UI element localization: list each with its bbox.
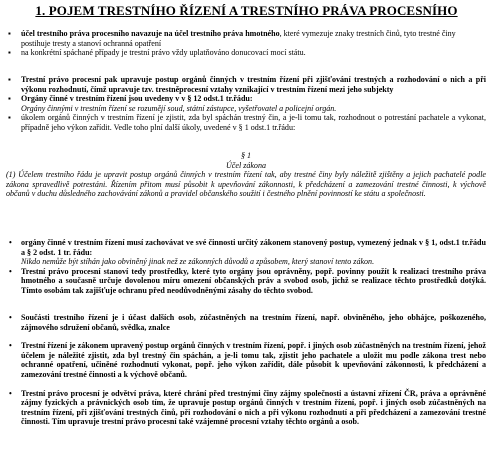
list-item <box>6 238 486 257</box>
bullet-text: , které vymezuje znaky trestních činů, tyto trestné činy postihuje tresty a stanoví ochranná opatření <box>21 29 456 48</box>
bullets-low <box>6 238 486 296</box>
list-item <box>6 313 486 332</box>
list-item <box>6 94 486 104</box>
list-item <box>6 75 486 94</box>
bullets-bottom <box>6 313 486 427</box>
bullet-text: úkolem orgánů činných v trestním řízení je zjistit, zda byl spáchán trestný čin, a je-li tomu tak, rozhodnout o potrestání pachatele a vykonat, případně jeho výkon zařídit. Vedle toho plní další úkoly, uvedené v § 1 odst.1 tr.řádu: <box>21 113 486 132</box>
bullet-text: na konkrétní spáchané případy je trestní právo vždy uplatňováno donucovací mocí státu. <box>21 48 306 58</box>
quote-text: Orgány činnými v trestním řízení se rozumějí soud, státní zástupce, vyšetřovatel a policejní orgán. <box>21 103 337 113</box>
bullets-mid <box>6 75 486 133</box>
bullet-text: Součásti trestního řízení je i účast dalších osob, zúčastněných na trestním řízení, např. obviněného, jeho obhájce, poškozeného, zájmového sdružení občanů, svědka, znalce <box>21 313 486 332</box>
list-item <box>6 341 486 379</box>
list-item <box>6 48 486 58</box>
bullet-text: Orgány činné v trestním řízení jsou uvedeny v v § 12 odst.1 tr.řádu: <box>21 94 253 104</box>
quote-text: Nikdo nemůže být stíhán jako obviněný jinak než ze zákonných důvodů a způsobem, který stanoví tento zákon. <box>21 257 375 267</box>
section-text: (1) Účelem trestního řádu je upravit postup orgánů činných v trestním řízení tak, aby trestné činy byly náležitě zjištěny a jejich pachatelé podle zákona spravedlivě potrestáni. Řízením přitom musí působit k upevňování zákonnosti, k předcházení a zamezování trestné činnosti, k výchově občanů v duchu důsledného zachovávání zákonů a pravidel občanského soužití i čestného plnění povinností ke státu a společnosti. <box>6 170 486 199</box>
list-item <box>6 389 486 427</box>
bullet-text: orgány činné v trestním řízení musí zachovávat ve své činnosti určitý zákonem stanovený postup, vymezený jednak v § 1, odst.1 tr.řádu a § 2 odst. 1 tr. řádu: <box>21 238 486 257</box>
bullet-text: Trestní právo procesní stanoví tedy prostředky, které tyto orgány jsou oprávněny, popř. povinny použít k realizaci trestního práva hmotného a současně určuje dovolenou míru omezení občanských práv a svobod osob, jichž se realizace těchto prostředků dotýká. Tímto osobám tak zajišťuje ochranu před neodůvodněnými zásahy do těchto svobod. <box>21 266 486 295</box>
law-section <box>6 151 486 199</box>
list-item <box>6 29 486 48</box>
bullet-text: Trestní právo procesní pak upravuje postup orgánů činných v trestním řízení při zjišťování trestných a rozhodování o nich a při výkonu rozhodnutí, čímž upravuje tzv. trestněprocesní vztahy vznikající v trestním řízení mezi jeho subjekty <box>21 75 486 94</box>
list-item <box>6 113 486 132</box>
bullet-text: Trestní právo procesní je odvětví práva, které chrání před trestnými činy zájmy společnosti a ústavní zřízení ČR, práva a oprávněné zájmy fyzických a právnických osob tím, že upravuje postup orgánů činných v trestním řízení, popř. i jiných osob zúčastněných na trestním řízení, při zjišťování trestných činů, při rozhodování o nich a při výkonu rozhodnutí a při předcházení a zamezování trestné činnosti. Tím upravuje trestní právo procesní také vzájemné procesní vztahy těchto orgánů a osob. <box>21 388 486 427</box>
bullets-top <box>6 29 486 58</box>
section-number: § 1 <box>240 151 252 160</box>
bullet-text: Trestní řízení je zákonem upravený postup orgánů činných v trestním řízení, popř. i jiných osob zúčastněných na trestním řízení, jehož účelem je náležité zjistit, zda byl trestný čin spáchán, a je-li tomu tak, zjistit jeho pachatele a uložit mu podle zákona trest nebo ochranné opatření, učiněné rozhodnutí vykonat, popř. jeho výkon zařídit, dále působit k upevňování zákonnosti, k předcházení a zamezování trestné činnosti a k výchově občanů. <box>21 341 486 379</box>
page-title: 1. POJEM TRESTNÍHO ŘÍZENÍ A TRESTNÍHO PRÁVA PROCESNÍHO <box>35 3 458 18</box>
section-name: Účel zákona <box>226 160 266 170</box>
bullet-bold-text: účel trestního práva procesního navazuje na účel trestního práva hmotného <box>21 29 280 38</box>
list-item <box>6 267 486 296</box>
